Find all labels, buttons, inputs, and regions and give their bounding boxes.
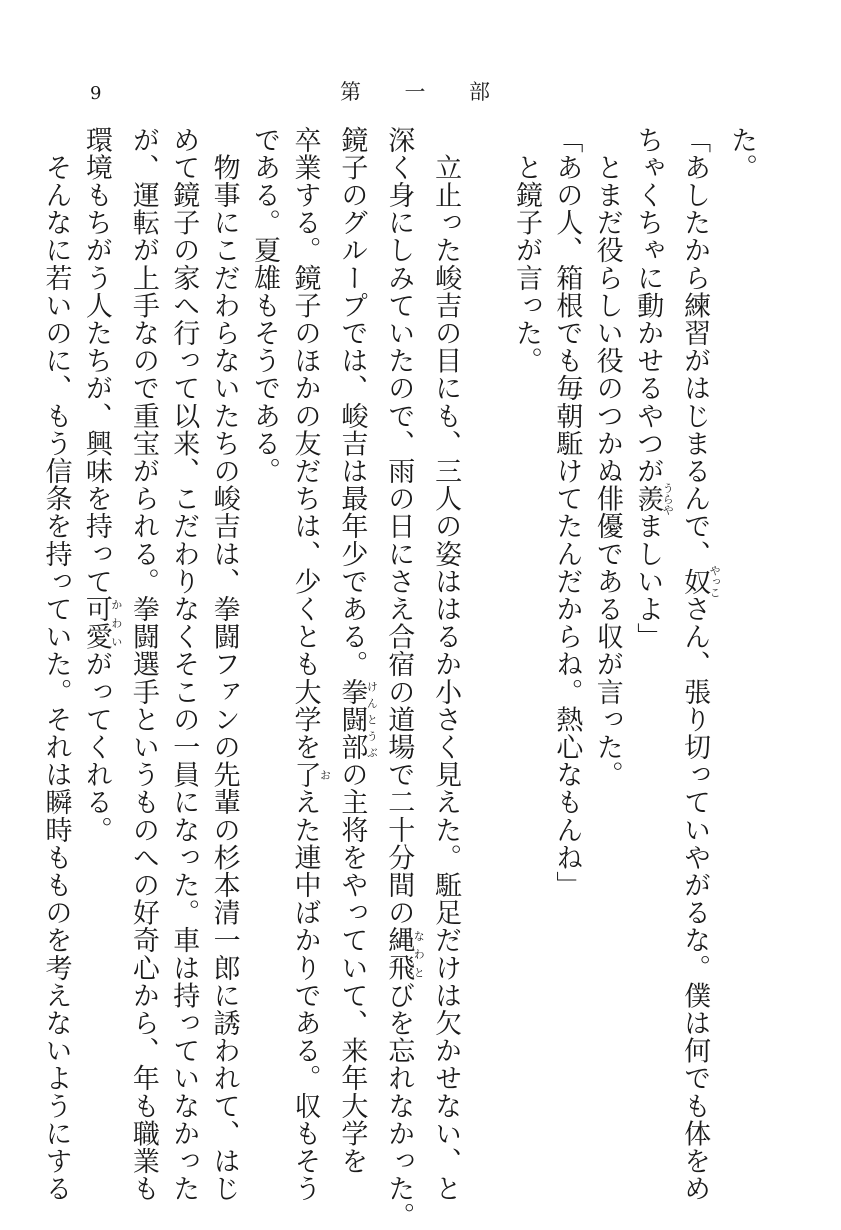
- text-line: めて鏡子の家へ行って以来、こだわりなくそこの一員になった。車は持っていなかった: [168, 126, 200, 1203]
- ruby-reading: けんとうぶ: [365, 678, 379, 761]
- ruby-reading: お: [318, 760, 332, 789]
- ruby-reading: なわと: [412, 926, 426, 982]
- text-line: である。夏雄もそうである。: [249, 126, 281, 485]
- running-head-char-2: 一: [404, 80, 426, 104]
- text-line: た。: [726, 126, 757, 182]
- ruby-annotation: 奴やっこ: [679, 564, 722, 598]
- vertical-body-text: [35, 126, 761, 1230]
- ruby-reading: かわい: [109, 595, 123, 651]
- ruby-reading: うらや: [661, 482, 675, 516]
- ruby-annotation: 了お: [289, 760, 332, 789]
- text-line: 深く身にしみていたので、雨の日にさえ合宿の道場で二十分間の縄飛なわとびを忘れなかった。: [383, 126, 426, 1230]
- text-line: と鏡子が言った。: [510, 126, 542, 375]
- blank-line: [465, 126, 505, 1126]
- running-head: [340, 80, 490, 104]
- text-line: が、運転が上手なので重宝がられる。拳闘選手というものへの好奇心から、年も職業も: [127, 126, 159, 1203]
- running-head-char-1: 第: [340, 80, 361, 104]
- text-line: 卒業する。鏡子のほかの友だちは、少くとも大学を了おえた連中ばかりである。収もそう: [289, 126, 332, 1203]
- text-line: ちゃくちゃに動かせるやつが羨うらやましいよ」: [632, 126, 675, 651]
- body-text-area: [40, 126, 761, 1230]
- ruby-annotation: 縄飛なわと: [383, 926, 426, 982]
- ruby-annotation: 羨うらや: [632, 482, 675, 516]
- text-line: 「あの人、箱根でも毎朝駈けてたんだからね。熱心なもんね」: [551, 126, 583, 899]
- text-line: 物事にこだわらないたちの峻吉は、拳闘ファンの先輩の杉本清一郎に誘われて、はじ: [208, 126, 240, 1203]
- text-line: 「あしたから練習がはじまるんで、奴やっこさん、張り切っていやがるな。僕は何でも体をめ: [679, 126, 722, 1203]
- ruby-annotation: 可愛かわい: [80, 595, 123, 651]
- ruby-annotation: 拳闘部けんとうぶ: [336, 678, 379, 761]
- text-line: 環境もちがう人たちが、興味を持って可愛かわいがってくれる。: [80, 126, 123, 844]
- running-head-char-3: 部: [469, 80, 490, 104]
- text-line: 鏡子のグループでは、峻吉は最年少である。拳闘部けんとうぶの主将をやっていて、来年大学を: [336, 126, 379, 1175]
- text-line: とまだ役らしい役のつかぬ俳優である収が言った。: [591, 126, 623, 789]
- text-line: そんなに若いのに、もう信条を持っていた。それは瞬時もものを考えないようにする: [40, 126, 72, 1203]
- page-number: 9: [90, 83, 102, 104]
- text-line: 立止った峻吉の目にも、三人の姿ははるか小さく見えた。駈足だけは欠かせない、と: [430, 126, 462, 1203]
- ruby-reading: やっこ: [708, 564, 722, 598]
